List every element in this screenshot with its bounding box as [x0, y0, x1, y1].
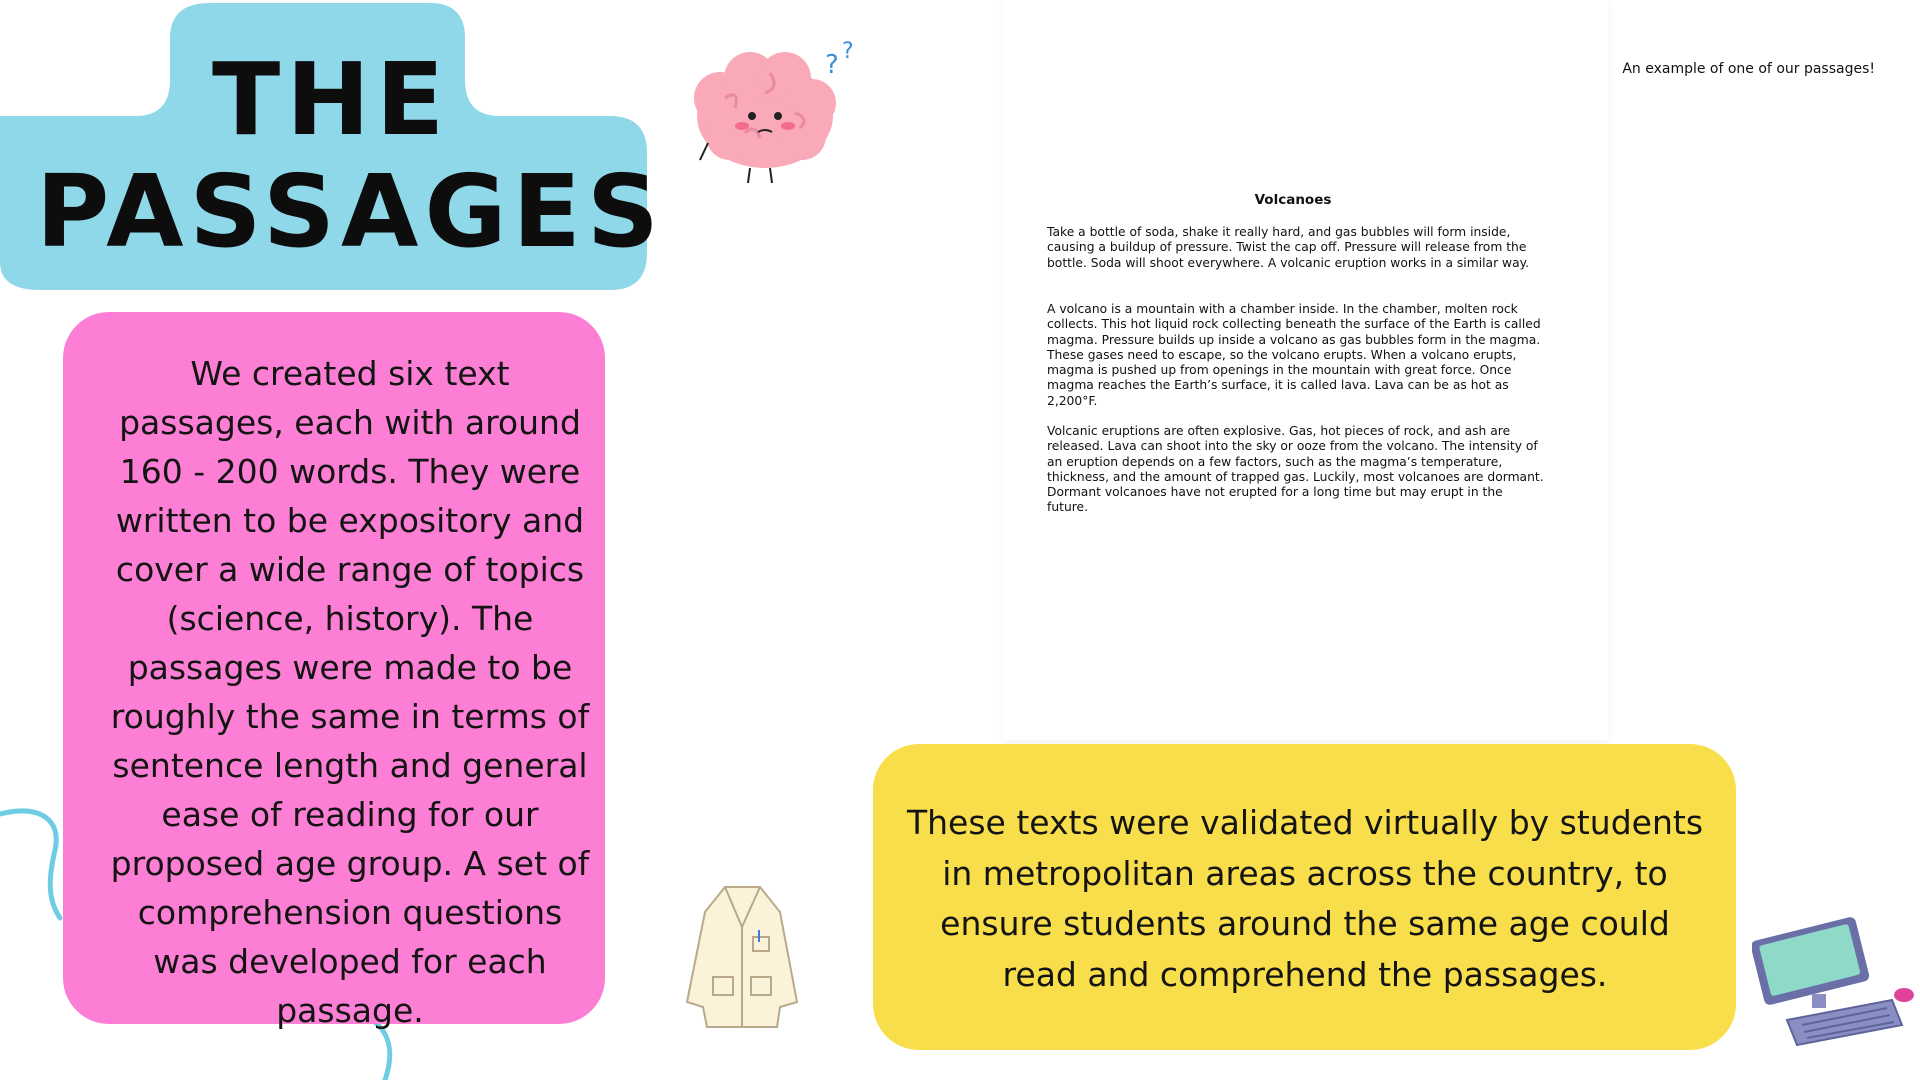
- computer-icon: [1752, 900, 1920, 1050]
- brain-icon: [690, 28, 860, 188]
- passage-paragraph: Volcanic eruptions are often explosive. Gas, hot pieces of rock, and ash are released. Lava can shoot into the sky or ooze from the volcano. The intensity of an eruption depends on a few factors, such as the magma’s temperature, thickness, and the amount of trapped gas. Luckily, most volcanoes are dormant. Dormant volcanoes have not erupted for a long time but may erupt in the future.: [1047, 424, 1544, 515]
- page-title-line-1: THE: [212, 41, 451, 158]
- passage-paragraph: Take a bottle of soda, shake it really hard, and gas bubbles will form inside, causing a buildup of pressure. Twist the cap off. Pressure will release from the bottle. Soda will shoot everywhere. A volcanic eruption works in a similar way.: [1047, 225, 1530, 270]
- passage-title: Volcanoes: [1254, 192, 1332, 208]
- svg-text:?: ?: [825, 50, 839, 80]
- passage-paragraph: A volcano is a mountain with a chamber inside. In the chamber, molten rock collects. This hot liquid rock collecting beneath the surface of the Earth is called magma. Pressure builds up inside a volcano as gas bubbles form in the magma. These gases need to escape, so the volcano erupts. When a volcano erupts, magma is pushed up from openings in the mountain with great force. Once magma reaches the Earth’s surface, it is called lava. Lava can be as hot as 2,200°F.: [1047, 302, 1541, 408]
- svg-text:?: ?: [842, 39, 854, 64]
- description-text: We created six text passages, each with around 160 - 200 words. They were written to be expository and cover a wide range of topics (science, history). The passages were made to be roughly the same in terms of sentence length and general ease of reading for our proposed age group. A set of comprehension questions was developed for each passage.: [110, 354, 590, 1030]
- squiggle-left-decoration: [0, 800, 70, 930]
- lab-coat-icon: [685, 882, 800, 1032]
- passage-caption: An example of one of our passages!: [1622, 61, 1875, 77]
- validation-text: These texts were validated virtually by students in metropolitan areas across the country, to ensure students around the same age could read and comprehend the passages.: [906, 803, 1704, 994]
- page-title-line-2: PASSAGES: [36, 153, 665, 270]
